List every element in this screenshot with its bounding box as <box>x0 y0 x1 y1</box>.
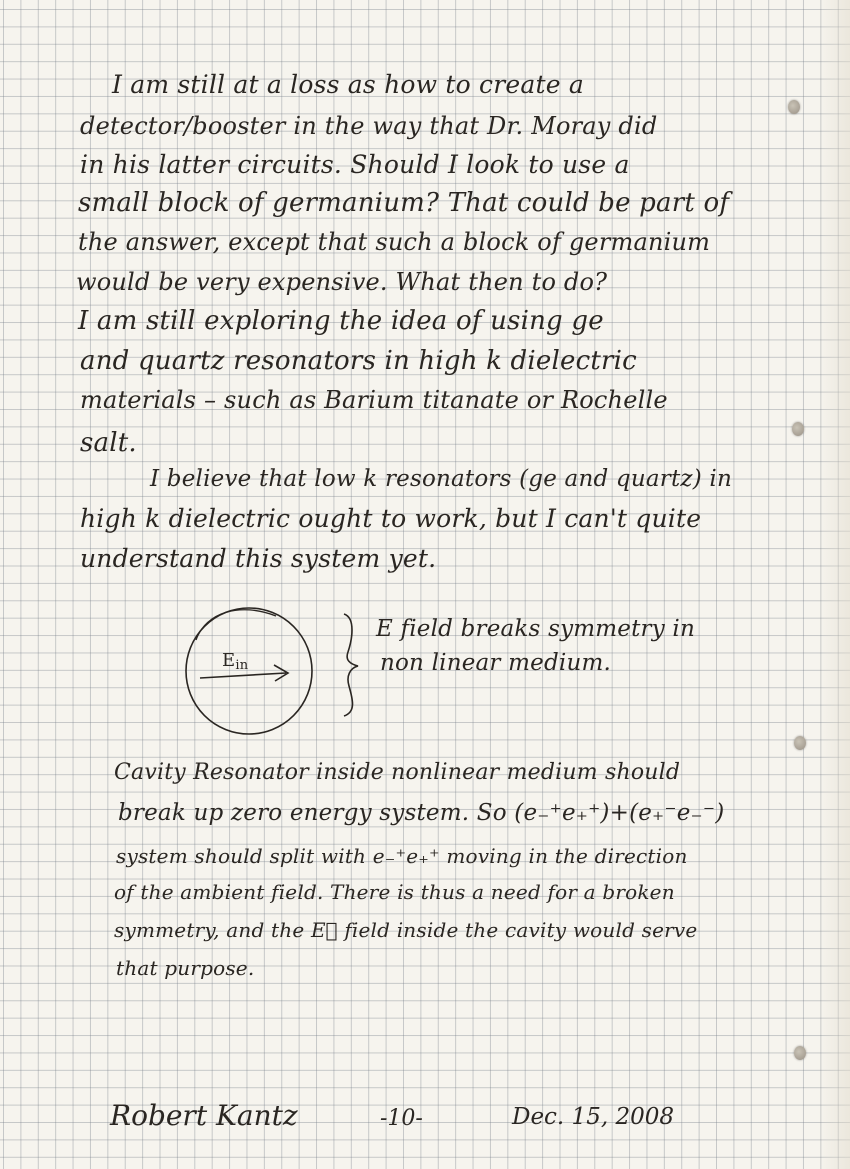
curly-brace <box>344 614 358 716</box>
note-line: I am still at a loss as how to create a <box>112 70 584 99</box>
note-line: high k dielectric ought to work, but I can't quite <box>80 504 702 533</box>
page-number: -10- <box>380 1106 423 1131</box>
cavity-circle <box>186 608 312 734</box>
note-line: understand this system yet. <box>80 544 437 573</box>
diagram-note: E field breaks symmetry in <box>376 616 696 642</box>
field-label-main: E <box>222 650 236 671</box>
note-line: of the ambient field. There is thus a need for a broken <box>114 880 675 904</box>
note-line: system should split with e₋⁺e₊⁺ moving in the direction <box>116 844 688 868</box>
note-line: salt. <box>80 428 137 458</box>
field-arrow <box>200 673 286 678</box>
note-line: I am still exploring the idea of using ge <box>78 306 604 336</box>
note-line: and quartz resonators in high k dielectric <box>80 346 637 376</box>
note-line: would be very expensive. What then to do? <box>76 268 608 296</box>
note-line: in his latter circuits. Should I look to use a <box>80 150 630 179</box>
note-line: the answer, except that such a block of germanium <box>78 228 711 256</box>
field-label-subscript: in <box>235 658 249 673</box>
field-label <box>222 650 249 673</box>
note-line: Cavity Resonator inside nonlinear medium should <box>114 760 681 785</box>
cavity-circle-overstroke <box>196 610 276 640</box>
note-line: materials – such as Barium titanate or Rochelle <box>80 386 668 414</box>
diagram-note: non linear medium. <box>380 650 611 676</box>
note-line: detector/booster in the way that Dr. Moray did <box>80 112 658 140</box>
note-line: symmetry, and the E⃗ field inside the cavity would serve <box>114 918 698 942</box>
note-line: that purpose. <box>116 956 255 980</box>
note-line: small block of germanium? That could be part of <box>78 188 730 218</box>
note-line: break up zero energy system. So (e₋⁺e₊⁺)+(e₊⁻e₋⁻) <box>118 800 725 826</box>
note-line: I believe that low k resonators (ge and quartz) in <box>150 466 732 492</box>
signature: Robert Kantz <box>110 1099 298 1132</box>
entry-date: Dec. 15, 2008 <box>512 1104 674 1130</box>
